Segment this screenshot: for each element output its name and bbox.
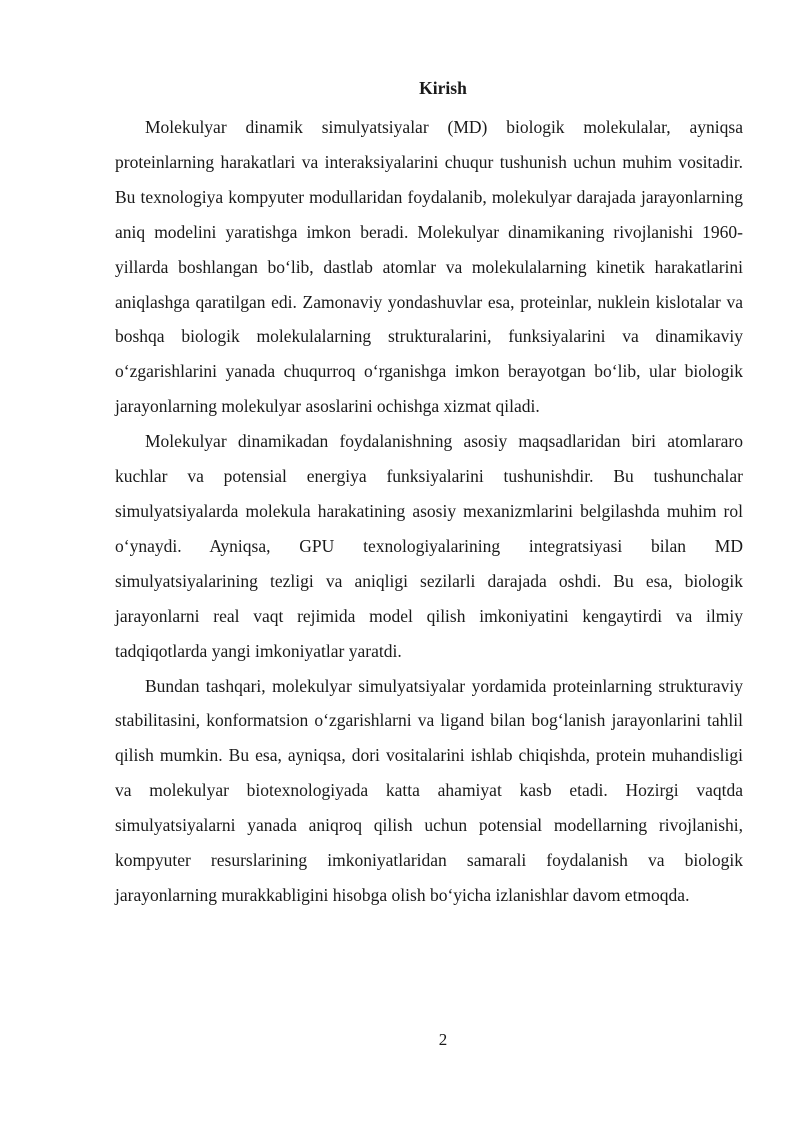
paragraph-3: Bundan tashqari, molekulyar simulyatsiyalar yordamida proteinlarning strukturaviy stabilitasini, konformatsion o‘zgarishlarni va ligand bilan bog‘lanish jarayonlarini tahlil qilish mumkin. Bu esa, ayniqsa, dori vositalarini ishlab chiqishda, protein muhandisligi va molekulyar biotexnologiyada katta ahamiyat kasb etadi. Hozirgi vaqtda simulyatsiyalarni yanada aniqroq qilish uchun potensial modellarning rivojlanishi, kompyuter resurslarining imkoniyatlaridan samarali foydalanish va biologik jarayonlarning murakkabligini hisobga olish bo‘yicha izlanishlar davom etmoqda. bbox=[115, 675, 743, 905]
page-number: 2 bbox=[438, 1030, 448, 1049]
section-title: Kirish bbox=[419, 78, 467, 98]
paragraph-2: Molekulyar dinamikadan foydalanishning asosiy maqsadlaridan biri atomlararo kuchlar va potensial energiya funksiyalarini tushunishdir. Bu tushunchalar simulyatsiyalarda molekula harakatining asosiy mexanizmlarini belgilashda muhim rol o‘ynaydi. Ayniqsa, GPU texnologiyalarining integratsiyasi bilan MD simulyatsiyalarining tezligi va aniqligi sezilarli darajada oshdi. Bu esa, biologik jarayonlarni real vaqt rejimida model qilish imkoniyatini kengaytirdi va ilmiy tadqiqotlarda yangi imkoniyatlar yaratdi. bbox=[115, 431, 743, 661]
paragraph-1: Molekulyar dinamik simulyatsiyalar (MD) biologik molekulalar, ayniqsa proteinlarning harakatlari va interaksiyalarini chuqur tushunish uchun muhim vositadir. Bu texnologiya kompyuter modullaridan foydalanib, molekulyar darajada jarayonlarning aniq modelini yaratishga imkon beradi. Molekulyar dinamikaning rivojlanishi 1960-yillarda boshlangan bo‘lib, dastlab atomlar va molekulalarning kinetik harakatlarini aniqlashga qaratilgan edi. Zamonaviy yondashuvlar esa, proteinlar, nuklein kislotalar va boshqa biologik molekulalarning strukturalarini, funksiyalarini va dinamikaviy o‘zgarishlarini yanada chuqurroq o‘rganishga imkon berayotgan bo‘lib, ular biologik jarayonlarning molekulyar asoslarini ochishga xizmat qiladi. bbox=[115, 117, 743, 417]
page-content bbox=[115, 76, 743, 913]
